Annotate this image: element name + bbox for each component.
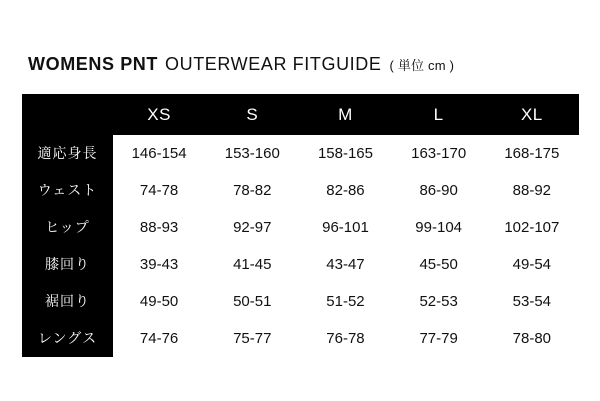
cell-height-xs: 146-154 [113, 135, 206, 172]
row-label-height: 適応身長 [23, 135, 113, 172]
cell-height-l: 163-170 [392, 135, 485, 172]
cell-height-xl: 168-175 [485, 135, 578, 172]
cell-hip-m: 96-101 [299, 209, 392, 246]
table-row [23, 246, 579, 283]
cell-knee-m: 43-47 [299, 246, 392, 283]
cell-knee-xl: 49-54 [485, 246, 578, 283]
title-guide-label: OUTERWEAR FITGUIDE [165, 54, 382, 74]
cell-hip-s: 92-97 [206, 209, 299, 246]
table-header [23, 95, 579, 135]
cell-hem-s: 50-51 [206, 283, 299, 320]
cell-waist-xl: 88-92 [485, 172, 578, 209]
table-row [23, 172, 579, 209]
cell-hem-l: 52-53 [392, 283, 485, 320]
cell-hip-xl: 102-107 [485, 209, 578, 246]
cell-length-xs: 74-76 [113, 320, 206, 357]
column-header-s: S [206, 95, 299, 135]
table-row [23, 135, 579, 172]
table-body [23, 135, 579, 357]
column-header-m: M [299, 95, 392, 135]
table-row [23, 320, 579, 357]
cell-length-l: 77-79 [392, 320, 485, 357]
cell-length-m: 76-78 [299, 320, 392, 357]
size-chart-table [22, 94, 579, 357]
column-header-xl: XL [485, 95, 578, 135]
row-label-hip: ヒップ [23, 209, 113, 246]
cell-waist-m: 82-86 [299, 172, 392, 209]
cell-knee-xs: 39-43 [113, 246, 206, 283]
table-corner-cell [23, 95, 113, 135]
cell-hem-m: 51-52 [299, 283, 392, 320]
cell-length-xl: 78-80 [485, 320, 578, 357]
cell-height-s: 153-160 [206, 135, 299, 172]
title-unit-note: ( 単位 cm ) [389, 58, 455, 73]
table-header-row [23, 95, 579, 135]
row-label-length: レングス [23, 320, 113, 357]
column-header-l: L [392, 95, 485, 135]
column-header-xs: XS [113, 95, 206, 135]
cell-hip-l: 99-104 [392, 209, 485, 246]
row-label-waist: ウェスト [23, 172, 113, 209]
page-title [28, 54, 454, 75]
cell-hip-xs: 88-93 [113, 209, 206, 246]
cell-length-s: 75-77 [206, 320, 299, 357]
title-product-type: WOMENS PNT [28, 54, 158, 74]
row-label-knee: 膝回り [23, 246, 113, 283]
cell-waist-l: 86-90 [392, 172, 485, 209]
cell-knee-l: 45-50 [392, 246, 485, 283]
table-row [23, 209, 579, 246]
table-row [23, 283, 579, 320]
row-label-hem: 裾回り [23, 283, 113, 320]
cell-waist-s: 78-82 [206, 172, 299, 209]
cell-height-m: 158-165 [299, 135, 392, 172]
cell-knee-s: 41-45 [206, 246, 299, 283]
cell-waist-xs: 74-78 [113, 172, 206, 209]
cell-hem-xs: 49-50 [113, 283, 206, 320]
cell-hem-xl: 53-54 [485, 283, 578, 320]
